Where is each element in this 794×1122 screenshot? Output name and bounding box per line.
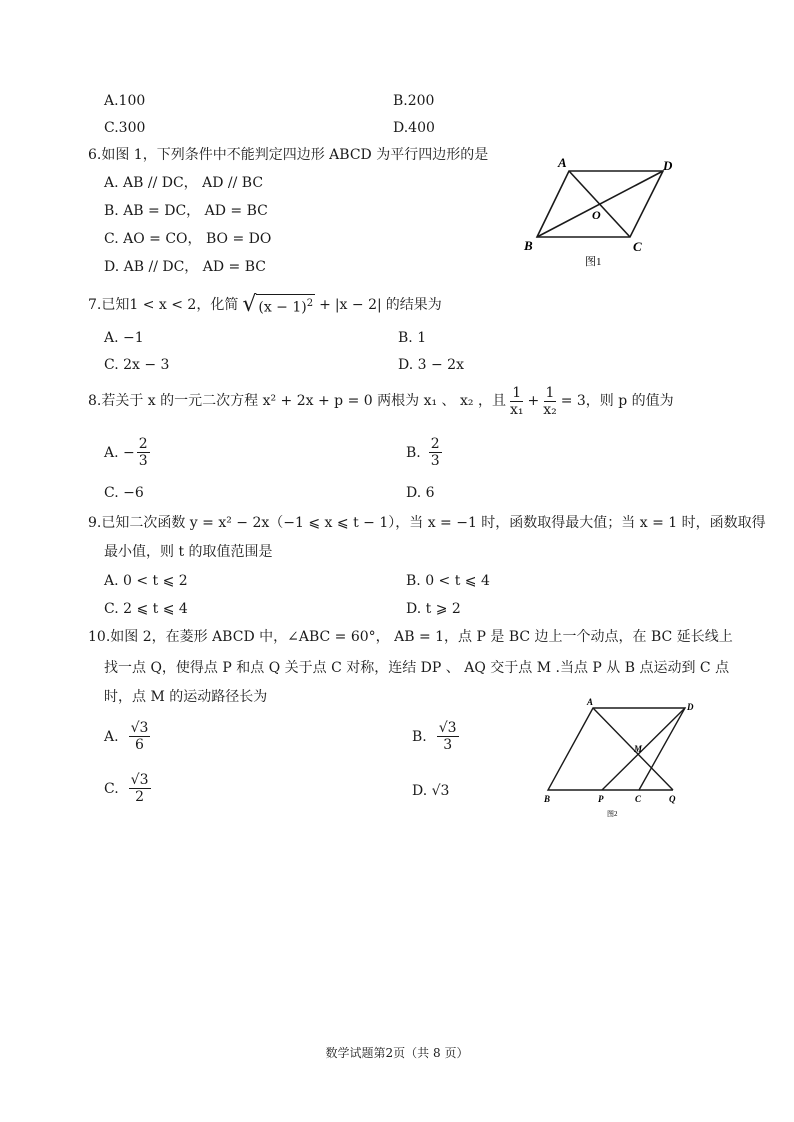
rhombus-abcd xyxy=(548,708,685,790)
figure-1-parallelogram xyxy=(515,150,695,275)
q8-stem xyxy=(88,382,674,420)
q7-stem-pre: 7.已知1 < x < 2，化简 xyxy=(88,297,239,314)
q7-option-d: D. 3 − 2x xyxy=(398,357,464,373)
page-footer: 数学试题第2页（共 8 页） xyxy=(325,1046,469,1060)
q9-option-b: B. 0 < t ⩽ 4 xyxy=(406,573,490,589)
q8-option-d: D. 6 xyxy=(406,485,435,501)
q10-stem-line1: 10.如图 2，在菱形 ABCD 中，∠ABC = 60°， AB = 1，点 P 是 BC 边上一个动点，在 BC 延长线上 xyxy=(88,629,733,645)
q9-option-c: C. 2 ⩽ t ⩽ 4 xyxy=(104,601,188,617)
q6-option-d: D. AB // DC， AD = BC xyxy=(104,259,266,275)
q7-option-b: B. 1 xyxy=(398,330,427,346)
q9-option-a: A. 0 < t ⩽ 2 xyxy=(104,573,188,589)
q6-stem: 6.如图 1，下列条件中不能判定四边形 ABCD 为平行四边形的是 xyxy=(88,147,489,163)
fig2-label-a: A xyxy=(587,697,594,707)
q8-fraction-1: $\frac{1}{\text{x₁}}$ xyxy=(509,384,524,418)
q7-abs: |x − 2| xyxy=(334,297,382,314)
q8-stem-post: = 3，则 p 的值为 xyxy=(560,393,674,409)
fig2-label-q: Q xyxy=(669,794,676,804)
q9-stem-line2: 最小值，则 t 的取值范围是 xyxy=(104,544,273,560)
fig2-label-d: D xyxy=(687,702,694,712)
segment-aq xyxy=(593,708,673,790)
fig2-label-p: P xyxy=(598,794,604,804)
q10-option-a: A. $\frac{√3}{6}$ xyxy=(104,720,149,753)
figure-2-rhombus xyxy=(535,695,710,825)
q8-option-b: B. $\frac{2}{3}$ xyxy=(406,436,440,469)
q8-option-a: A. − $\frac{2}{3}$ xyxy=(104,436,148,469)
q5-option-a: A.100 xyxy=(104,93,146,109)
q9-option-d: D. t ⩾ 2 xyxy=(406,601,461,617)
fig2-label-b: B xyxy=(544,794,551,804)
q8-plus: + xyxy=(527,393,540,409)
q7-option-a: A. −1 xyxy=(104,330,144,346)
q5-option-d: D.400 xyxy=(393,120,435,136)
fig1-label-o: O xyxy=(592,208,601,222)
q10-option-b: B. $\frac{√3}{3}$ xyxy=(412,720,457,753)
q8-stem-pre: 8.若关于 x 的一元二次方程 x² + 2x + p = 0 两根为 x₁ 、 x₂ ，且 xyxy=(88,393,506,409)
sqrt-sign: √ xyxy=(242,292,257,318)
diagonal-bd xyxy=(537,171,663,237)
q8-fraction-2: $\frac{1}{\text{x₂}}$ xyxy=(543,384,557,418)
fig2-label-c: C xyxy=(635,794,642,804)
fig1-label-a: A xyxy=(558,155,567,170)
q7-stem-post: 的结果为 xyxy=(385,297,442,314)
q5-option-c: C.300 xyxy=(104,120,146,136)
fig1-label-c: C xyxy=(633,239,642,254)
q5-option-b: B.200 xyxy=(393,93,435,109)
q10-stem-line2: 找一点 Q，使得点 P 和点 Q 关于点 C 对称，连结 DP 、 AQ 交于点 M .当点 P 从 B 点运动到 C 点 xyxy=(104,660,730,676)
q6-option-c: C. AO = CO， BO = DO xyxy=(104,231,272,247)
q6-option-b: B. AB = DC， AD = BC xyxy=(104,203,268,219)
segment-dp xyxy=(602,708,685,790)
q7-option-c: C. 2x − 3 xyxy=(104,357,170,373)
q7-radicand: $(x - 1)^2$ xyxy=(256,294,315,317)
q9-stem-line1: 9.已知二次函数 y = x² − 2x（−1 ⩽ x ⩽ t − 1），当 x = −1 时，函数取得最大值；当 x = 1 时，函数取得 xyxy=(88,515,766,531)
q10-option-c: C. $\frac{√3}{2}$ xyxy=(104,772,149,805)
q10-stem-line3: 时，点 M 的运动路径长为 xyxy=(104,689,268,705)
fig1-label-b: B xyxy=(524,238,533,253)
fig2-label-m: M xyxy=(634,744,643,754)
fig1-label-d: D xyxy=(663,158,673,173)
fig1-caption: 图1 xyxy=(585,256,602,268)
q7-stem: 7.已知1 < x < 2，化简 √ $(x - 1)^2$ + |x − 2| 的结果为 xyxy=(88,292,442,318)
q8-option-c: C. −6 xyxy=(104,485,144,501)
q10-option-d: D. √3 xyxy=(412,783,450,799)
q6-option-a: A. AB // DC， AD // BC xyxy=(104,175,264,191)
fig2-caption: 图2 xyxy=(607,810,618,818)
